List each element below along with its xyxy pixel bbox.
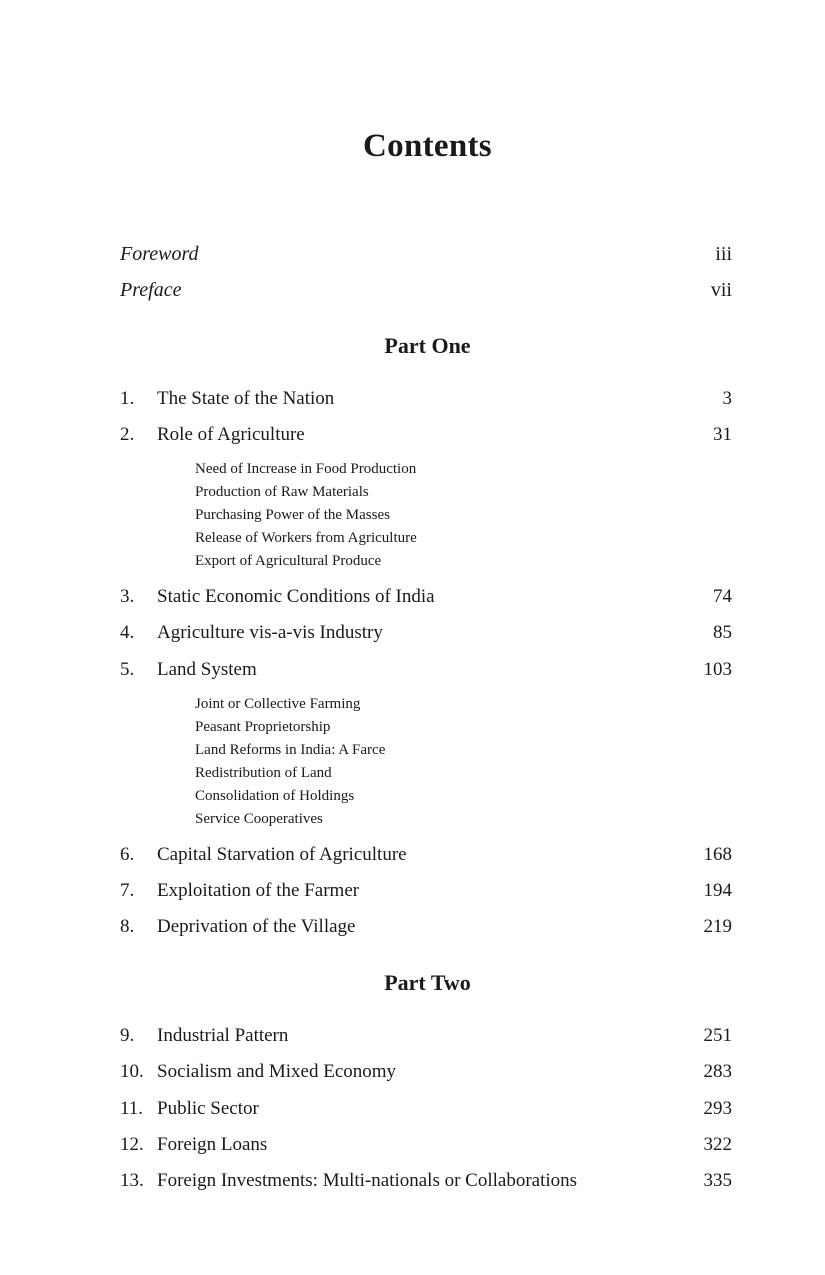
chapter-number: 8. <box>120 916 135 937</box>
page-title: Contents <box>363 128 492 164</box>
subsection-item: Production of Raw Materials <box>195 484 369 500</box>
chapter-number: 5. <box>120 659 135 680</box>
toc-entry-chapter-8[interactable] <box>120 916 732 942</box>
subsection-item: Land Reforms in India: A Farce <box>195 742 386 758</box>
chapter-number: 13. <box>120 1170 144 1191</box>
subsection-list <box>195 693 695 831</box>
chapter-number: 2. <box>120 424 135 445</box>
subsection-item: Release of Workers from Agriculture <box>195 530 417 546</box>
toc-entry-chapter-4[interactable] <box>120 622 732 648</box>
chapter-page-number: 103 <box>703 659 732 680</box>
chapter-title: Foreign Loans <box>157 1134 268 1155</box>
chapter-title: The State of the Nation <box>157 388 335 409</box>
part-heading-one: Part One <box>384 333 471 358</box>
entry-title: Preface <box>120 279 182 301</box>
toc-entry-chapter-3[interactable] <box>120 586 732 612</box>
chapter-number: 12. <box>120 1134 144 1155</box>
toc-entry-chapter-2[interactable] <box>120 424 732 450</box>
subsection-item: Consolidation of Holdings <box>195 788 355 804</box>
chapter-number: 7. <box>120 880 135 901</box>
toc-entry-foreword[interactable] <box>120 243 732 267</box>
chapter-title: Socialism and Mixed Economy <box>157 1061 397 1082</box>
chapter-number: 10. <box>120 1061 144 1082</box>
toc-entry-chapter-11[interactable] <box>120 1098 732 1124</box>
chapter-number: 3. <box>120 586 135 607</box>
chapter-number: 11. <box>120 1098 144 1119</box>
subsection-item: Export of Agricultural Produce <box>195 553 382 569</box>
chapter-title: Agriculture vis-a-vis Industry <box>157 622 383 643</box>
chapter-title: Public Sector <box>157 1098 259 1119</box>
toc-entry-chapter-6[interactable] <box>120 844 732 870</box>
chapter-page-number: 85 <box>713 622 732 643</box>
chapter-title: Static Economic Conditions of India <box>157 586 435 607</box>
part-heading-two: Part Two <box>384 970 471 995</box>
toc-entry-chapter-5[interactable] <box>120 659 732 685</box>
chapter-title: Exploitation of the Farmer <box>157 880 360 901</box>
chapter-title: Foreign Investments: Multi-nationals or Collaborations <box>157 1170 578 1191</box>
toc-entry-preface[interactable] <box>120 279 732 303</box>
chapter-page-number: 335 <box>703 1170 732 1191</box>
chapter-number: 1. <box>120 388 135 409</box>
chapter-title: Land System <box>157 659 257 680</box>
subsection-item: Redistribution of Land <box>195 765 332 781</box>
toc-entry-chapter-12[interactable] <box>120 1134 732 1160</box>
toc-entry-chapter-9[interactable] <box>120 1025 732 1051</box>
chapter-page-number: 322 <box>703 1134 732 1155</box>
chapter-page-number: 251 <box>703 1025 732 1046</box>
chapter-page-number: 74 <box>713 586 732 607</box>
chapter-page-number: 219 <box>703 916 732 937</box>
chapter-page-number: 194 <box>703 880 732 901</box>
subsection-item: Purchasing Power of the Masses <box>195 507 390 523</box>
toc-entry-chapter-7[interactable] <box>120 880 732 906</box>
entry-title: Foreword <box>120 243 199 265</box>
toc-entry-chapter-1[interactable] <box>120 388 732 414</box>
subsection-item: Need of Increase in Food Production <box>195 461 417 477</box>
chapter-title: Industrial Pattern <box>157 1025 289 1046</box>
chapter-number: 9. <box>120 1025 135 1046</box>
subsection-item: Joint or Collective Farming <box>195 696 361 712</box>
chapter-number: 4. <box>120 622 135 643</box>
subsection-list <box>195 458 695 573</box>
chapter-page-number: 168 <box>703 844 732 865</box>
toc-entry-chapter-10[interactable] <box>120 1061 732 1087</box>
chapter-number: 6. <box>120 844 135 865</box>
toc-entry-chapter-13[interactable] <box>120 1170 732 1196</box>
chapter-page-number: 293 <box>703 1098 732 1119</box>
chapter-title: Deprivation of the Village <box>157 916 356 937</box>
subsection-item: Peasant Proprietorship <box>195 719 331 735</box>
entry-page-number: vii <box>710 279 732 301</box>
chapter-page-number: 31 <box>713 424 732 445</box>
subsection-item: Service Cooperatives <box>195 811 323 827</box>
entry-page-number: iii <box>715 243 732 265</box>
chapter-page-number: 3 <box>722 388 732 409</box>
chapter-title: Capital Starvation of Agriculture <box>157 844 407 865</box>
chapter-page-number: 283 <box>703 1061 732 1082</box>
chapter-title: Role of Agriculture <box>157 424 305 445</box>
